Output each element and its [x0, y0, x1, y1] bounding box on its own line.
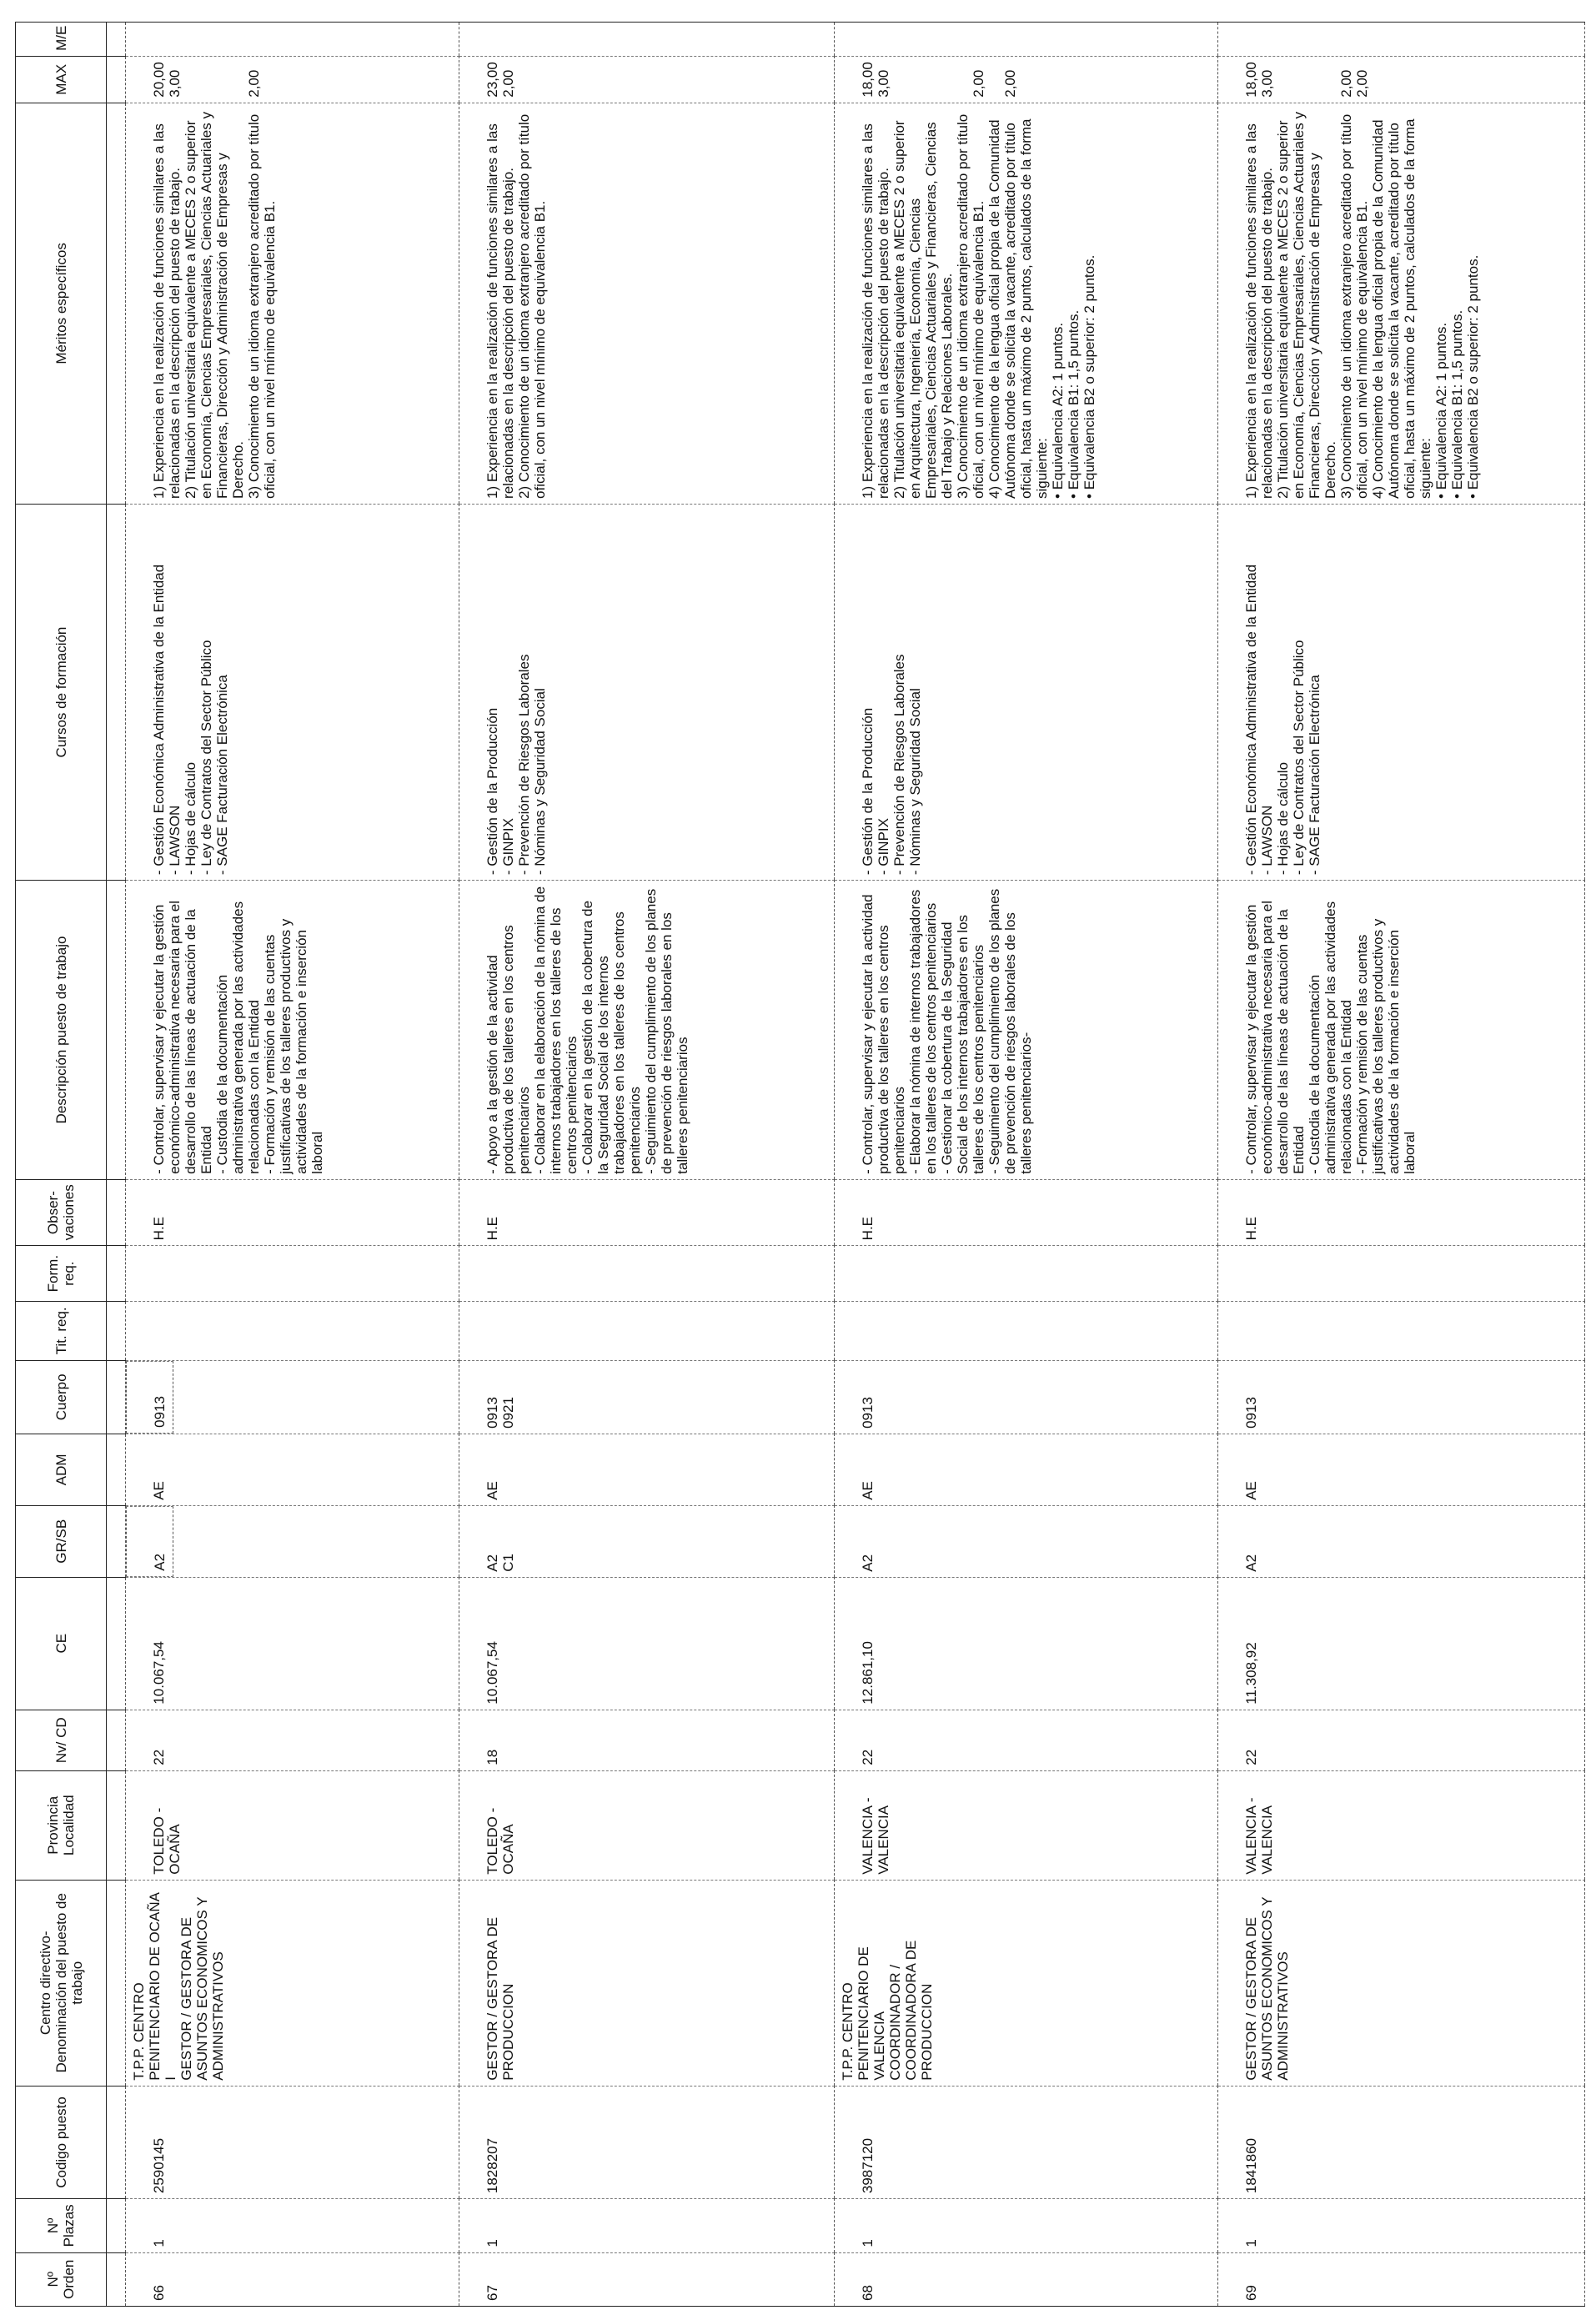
- centro-prefix: T.P.P. CENTRO PENITENCIARIO DE VALENCIA: [840, 1946, 887, 2081]
- gr-cell: A2: [126, 1506, 173, 1577]
- ce-cell: 11.308,92: [1218, 1577, 1585, 1710]
- cursos-cell: [126, 504, 459, 880]
- form-cell: [1218, 1246, 1585, 1302]
- gr-cell: A2: [835, 1505, 1218, 1577]
- centro-cell: [1218, 1880, 1585, 2086]
- provincia-cell: VALENCIA - VALENCIA: [835, 1770, 1218, 1880]
- nv-cell: 22: [126, 1710, 459, 1770]
- ce-cell: 10.067,54: [459, 1577, 835, 1710]
- header-meritos: Méritos específicos: [16, 103, 107, 504]
- meritos-text: 1) Experiencia en la realización de funciones similares a las relacionadas en la descripción del puesto de trabajo. 2) Conocimiento de un idioma extranjero acreditado por título oficial, con un nivel mínimo de equivalencia B1.: [484, 113, 548, 499]
- meritos-cell: [835, 103, 1218, 504]
- ce-cell: 10.067,54: [126, 1577, 459, 1710]
- cuerpo-cell: 0913: [1218, 1360, 1585, 1434]
- max-cell: [835, 56, 1218, 103]
- cursos-text: - Gestión de la Producción - GINPIX - Prevención de Riesgos Laborales - Nóminas y Seguridad Social: [860, 654, 923, 876]
- header-codigo: Codigo puesto: [16, 2086, 107, 2198]
- descripcion-cell: [459, 881, 835, 1180]
- header-me: M/E: [16, 23, 107, 57]
- header-max: MAX: [16, 56, 107, 103]
- header-obs: Obser- vaciones: [16, 1179, 107, 1245]
- header-adm: ADM: [16, 1434, 107, 1505]
- centro-cell: [459, 1880, 835, 2086]
- header-cuerpo: Cuerpo: [16, 1360, 107, 1434]
- table-header-row: [16, 23, 107, 2307]
- max-value: 2,00: [971, 69, 986, 98]
- descripcion-text: - Controlar, supervisar y ejecutar la actividad productiva de los talleres en los centros penitenciarios - Elaborar la nómina de internos trabajadores en los talleres de los centros penitenciarios - Gestionar la cobertura de la Seguridad Social de los internos trabajadores en los talleres de los centros penitenciarios - Seguimiento del cumplimiento de los planes de prevención de riesgos laborales de los talleres penitenciarios-: [860, 888, 1034, 1174]
- descripcion-text: - Controlar, supervisar y ejecutar la gestión económico-administrativa necesaria para el desarrollo de las líneas de actuación de la Entidad - Custodia de la documentación administrativa generada por las actividades relacionadas con la Entidad - Formación y remisión de las cuentas justificativas de los talleres productivos y actividades de la formación e inserción laboral: [1243, 900, 1418, 1174]
- codigo-cell: 2590145: [126, 2086, 459, 2198]
- descripcion-cell: [1218, 881, 1585, 1180]
- max-value: 23,00: [484, 62, 500, 98]
- adm-cell: AE: [126, 1434, 459, 1505]
- max-value: 3,00: [1259, 69, 1275, 98]
- header-tit: Tit. req.: [16, 1301, 107, 1360]
- cursos-cell: [459, 504, 835, 880]
- orden-cell: 69: [1218, 2252, 1585, 2306]
- provincia-cell: VALENCIA - VALENCIA: [1218, 1770, 1585, 1880]
- obs-cell: H.E: [835, 1179, 1218, 1245]
- max-value: 18,00: [860, 62, 876, 98]
- gr-cell: A2: [1218, 1505, 1585, 1577]
- ce-cell: 12.861,10: [835, 1577, 1218, 1710]
- max-value: 2,00: [246, 69, 262, 98]
- positions-table: [15, 22, 1585, 2307]
- denominacion: GESTOR / GESTORA DE ASUNTOS ECONOMICOS Y ADMINISTRATIVOS: [178, 1896, 226, 2081]
- codigo-cell: 1841860: [1218, 2086, 1585, 2198]
- orden-cell: 68: [835, 2252, 1218, 2306]
- max-value: 18,00: [1243, 62, 1259, 98]
- cursos-text: - Gestión Económica Administrativa de la Entidad - LAWSON - Hojas de cálculo - Ley de Contratos del Sector Público - SAGE Facturación Electrónica: [1243, 564, 1322, 876]
- plazas-cell: 1: [126, 2199, 459, 2252]
- denominacion: GESTOR / GESTORA DE PRODUCCION: [484, 1916, 516, 2081]
- meritos-text: 1) Experiencia en la realización de funciones similares a las relacionadas en la descripción del puesto de trabajo. 2) Titulación universitaria equivalente a MECES 2 o superior en Arquitectura, Ingeniería, Economía, Ciencias Empresariales, Ciencias Actuariales y Financieras, Ciencias del Trabajo y Relaciones Laborales. 3) Conocimiento de un idioma extranjero acreditado por título oficial, con un nivel mínimo de equivalencia B1. 4) Conocimiento de la lengua oficial propia de la Comunidad Autónoma donde se solicita la vacante, acreditado por título oficial, hasta un máximo de 2 puntos, calculados de la forma siguiente: • Equivalencia A2: 1 puntos. • Equivalencia B1: 1,5 puntos. • Equivalencia B2 o superior: 2 puntos.: [860, 113, 1097, 499]
- adm-cell: AE: [1218, 1434, 1585, 1505]
- form-cell: [835, 1246, 1218, 1302]
- centro-prefix: T.P.P. CENTRO PENITENCIARIO DE OCAÑA I: [131, 1892, 178, 2081]
- form-cell: [126, 1246, 459, 1302]
- tit-cell: [1218, 1301, 1585, 1360]
- plazas-cell: 1: [835, 2199, 1218, 2252]
- tit-cell: [126, 1301, 459, 1360]
- header-provincia: Provincia Localidad: [16, 1770, 107, 1880]
- max-value: 3,00: [167, 69, 183, 98]
- descripcion-text: - Controlar, supervisar y ejecutar la gestión económico-administrativa necesaria para el desarrollo de las líneas de actuación de la Entidad - Custodia de la documentación administrativa generada por las actividades relacionadas con la Entidad - Formación y remisión de las cuentas justificativas de los talleres productivos y actividades de la formación e inserción laboral: [151, 900, 325, 1174]
- meritos-text: 1) Experiencia en la realización de funciones similares a las relacionadas en la descripción del puesto de trabajo. 2) Titulación universitaria equivalente a MECES 2 o superior en Economía, Ciencias Empresariales, Ciencias Actuariales y Financieras, Dirección y Administración de Empresas y Derecho. 3) Conocimiento de un idioma extranjero acreditado por título oficial, con un nivel mínimo de equivalencia B1. 4) Conocimiento de la lengua oficial propia de la Comunidad Autónoma donde se solicita la vacante, acreditado por título oficial, hasta un máximo de 2 puntos, calculados de la forma siguiente: • Equivalencia A2: 1 puntos. • Equivalencia B1: 1,5 puntos. • Equivalencia B2 o superior: 2 puntos.: [1243, 112, 1481, 499]
- meritos-cell: [1218, 103, 1585, 504]
- provincia-cell: TOLEDO - OCAÑA: [459, 1770, 835, 1880]
- obs-cell: H.E: [126, 1179, 459, 1245]
- max-cell: [459, 56, 835, 103]
- centro-cell: [835, 1880, 1218, 2086]
- nv-cell: 18: [459, 1710, 835, 1770]
- table-row: [126, 23, 459, 2307]
- meritos-text: 1) Experiencia en la realización de funciones similares a las relacionadas en la descripción del puesto de trabajo. 2) Titulación universitaria equivalente a MECES 2 o superior en Economía, Ciencias Empresariales, Ciencias Actuariales y Financieras, Dirección y Administración de Empresas y Derecho. 3) Conocimiento de un idioma extranjero acreditado por título oficial, con un nivel mínimo de equivalencia B1.: [151, 112, 278, 499]
- max-cell: [1218, 56, 1585, 103]
- cursos-text: - Gestión Económica Administrativa de la Entidad - LAWSON - Hojas de cálculo - Ley de Contratos del Sector Público - SAGE Facturación Electrónica: [151, 564, 230, 876]
- centro-cell: [126, 1880, 459, 2086]
- header-plazas: Nº Plazas: [16, 2199, 107, 2252]
- obs-cell: H.E: [459, 1179, 835, 1245]
- orden-cell: 67: [459, 2252, 835, 2306]
- spacer-row: [107, 23, 126, 2307]
- header-form: Form. req.: [16, 1246, 107, 1302]
- cuerpo-text: 0913 0921: [484, 1397, 516, 1429]
- meritos-cell: [126, 103, 459, 504]
- me-cell: [459, 23, 835, 57]
- gr-cell: [459, 1505, 835, 1577]
- max-value: 2,00: [1338, 69, 1354, 98]
- table-row: [1218, 23, 1585, 2307]
- header-nv: Nv/ CD: [16, 1710, 107, 1770]
- me-cell: [1218, 23, 1585, 57]
- cuerpo-cell: [459, 1360, 835, 1434]
- nv-cell: 22: [835, 1710, 1218, 1770]
- max-value: 20,00: [151, 62, 167, 98]
- header-descripcion: Descripción puesto de trabajo: [16, 881, 107, 1180]
- max-value: 2,00: [1002, 69, 1018, 98]
- adm-cell: AE: [459, 1434, 835, 1505]
- descripcion-cell: [126, 881, 459, 1180]
- nv-cell: 22: [1218, 1710, 1585, 1770]
- max-value: 3,00: [876, 69, 891, 98]
- codigo-cell: 3987120: [835, 2086, 1218, 2198]
- header-orden: Nº Orden: [16, 2252, 107, 2306]
- header-ce: CE: [16, 1577, 107, 1710]
- tit-cell: [459, 1301, 835, 1360]
- descripcion-cell: [835, 881, 1218, 1180]
- header-cursos: Cursos de formación: [16, 504, 107, 880]
- form-cell: [459, 1246, 835, 1302]
- obs-cell: H.E: [1218, 1179, 1585, 1245]
- adm-cell: AE: [835, 1434, 1218, 1505]
- denominacion: GESTOR / GESTORA DE ASUNTOS ECONOMICOS Y ADMINISTRATIVOS: [1243, 1896, 1291, 2081]
- cuerpo-cell: 0913: [835, 1360, 1218, 1434]
- max-cell: [126, 56, 459, 103]
- cuerpo-cell: 0913: [126, 1361, 173, 1434]
- header-centro: Centro directivo- Denominación del puesto de trabajo: [16, 1880, 107, 2086]
- max-value: 2,00: [1354, 69, 1370, 98]
- plazas-cell: 1: [459, 2199, 835, 2252]
- tit-cell: [835, 1301, 1218, 1360]
- cursos-cell: [1218, 504, 1585, 880]
- denominacion: COORDINADOR / COORDINADORA DE PRODUCCION: [887, 1940, 935, 2081]
- plazas-cell: 1: [1218, 2199, 1585, 2252]
- table-row: [459, 23, 835, 2307]
- descripcion-text: - Apoyo a la gestión de la actividad productiva de los talleres en los centros penitenciarios - Colaborar en la elaboración de la nómina de internos trabajadores en los talleres de los centros penitenciarios - Colaborar en la gestión de la cobertura de la Seguridad Social de los internos trabajadores en los talleres de los centros penitenciarios - Seguimiento del cumplimiento de los planes de prevención de riesgos laborales en los talleres penitenciarios: [484, 886, 690, 1174]
- header-gr: GR/SB: [16, 1505, 107, 1577]
- codigo-cell: 1828207: [459, 2086, 835, 2198]
- cursos-text: - Gestión de la Producción - GINPIX - Prevención de Riesgos Laborales - Nóminas y Seguridad Social: [484, 654, 548, 876]
- meritos-cell: [459, 103, 835, 504]
- table-row: [835, 23, 1218, 2307]
- gr-text: A2 C1: [484, 1553, 516, 1572]
- me-cell: [835, 23, 1218, 57]
- me-cell: [126, 23, 459, 57]
- cursos-cell: [835, 504, 1218, 880]
- max-value: 2,00: [500, 69, 516, 98]
- orden-cell: 66: [126, 2252, 459, 2306]
- provincia-cell: TOLEDO - OCAÑA: [126, 1770, 459, 1880]
